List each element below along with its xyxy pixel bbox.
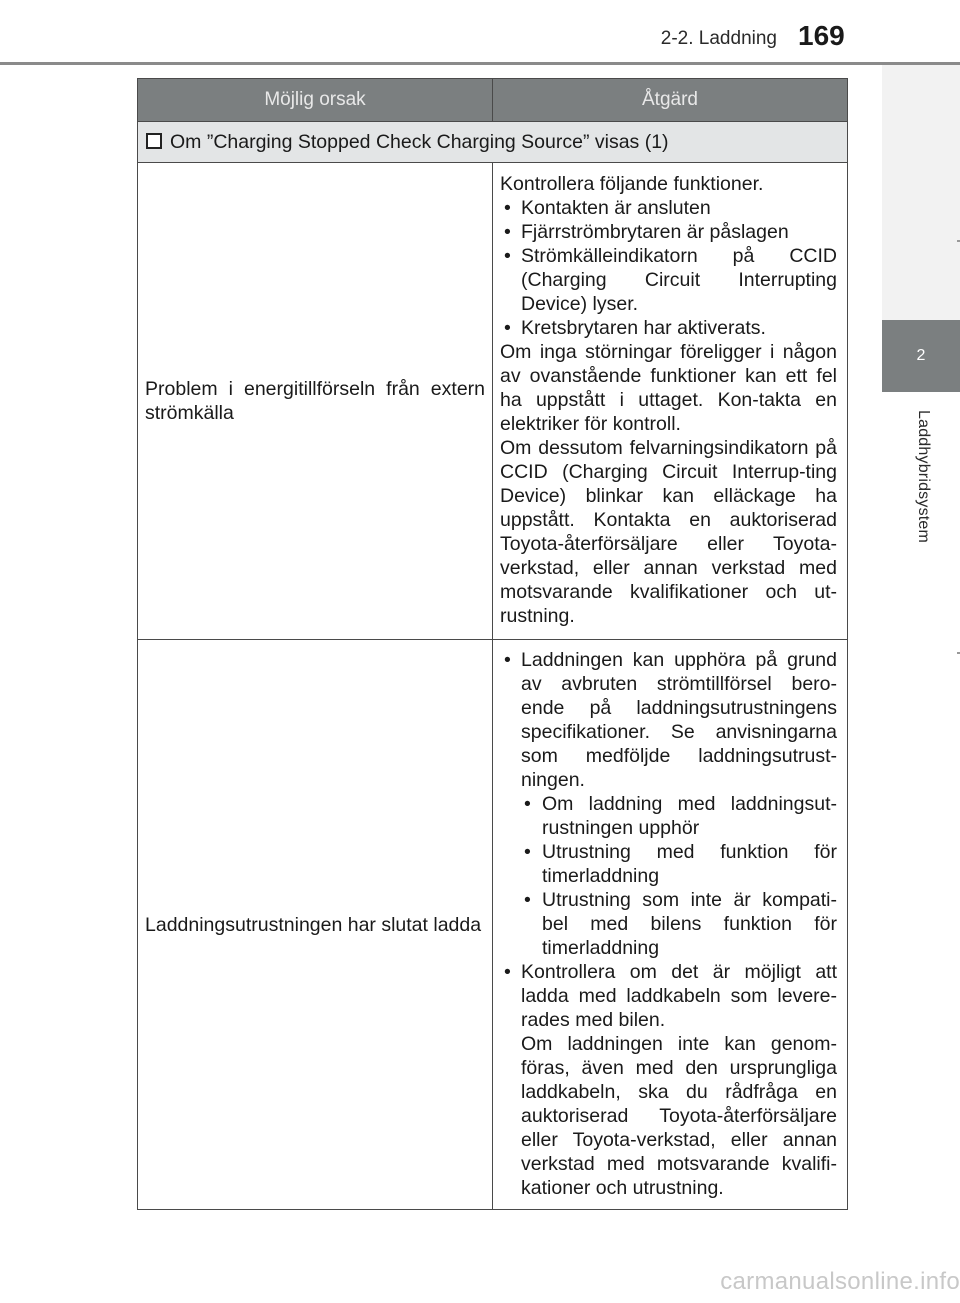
list-item: • Strömkälleindikatorn på CCID (Charging Circuit Interrupting Device) lyser. [500,244,837,316]
sub-list-item: • Om laddning med laddningsut-rustningen upphör [500,792,837,840]
section-heading-text: Om ”Charging Stopped Check Charging Source” visas (1) [170,131,669,153]
page-number: 169 [798,20,845,51]
section-title: 2-2. Laddning [660,28,777,49]
list-item: • Kontakten är ansluten [500,196,837,220]
action-intro: Kontrollera följande funktioner. [500,173,764,195]
table-header-row [138,79,848,122]
cause-cell: Problem i energitillförseln från extern strömkälla [138,163,493,640]
section-heading [138,122,848,163]
column-header-action: Åtgärd [493,79,848,122]
sub-list-item: • Utrustning med funktion för timerladdning [500,840,837,888]
header-divider [0,62,960,65]
chapter-number: 2 [916,347,926,364]
list-item: • Fjärrströmbrytaren är påslagen [500,220,837,244]
watermark: carmanualsonline.info [720,1268,960,1295]
action-paragraph: Om dessutom felvarningsindikatorn på CCID (Charging Circuit Interrup-ting Device) blinkar kan elläckage ha uppstått. Kontakta en auktoriserad Toyota-återförsäljare eller Toyota-verkstad, eller annan verkstad med motsvarande kvalifikationer och ut-rustning. [500,437,837,627]
chapter-tab [882,320,960,392]
list-item-continuation: Om laddningen inte kan genom-föras, även med den ursprungliga laddkabeln, ska du rådfråga en auktoriserad Toyota-återförsäljare eller Toyota-verkstad, eller annan verkstad med motsvarande kvalifi-kationer och utrustning. [521,1032,837,1199]
section-heading-row [138,122,848,163]
column-header-cause: Möjlig orsak [138,79,493,122]
action-cell [493,640,848,1210]
checkbox-icon [146,133,162,149]
list-item: • Kretsbrytaren har aktiverats. [500,316,837,340]
troubleshooting-table [137,78,848,1210]
action-cell [493,163,848,640]
side-strip [882,65,960,320]
action-paragraph: Om inga störningar föreligger i någon av ovanstående funktioner kan ett fel ha uppstått i uttaget. Kon-takta en elektriker för kontroll. [500,341,837,435]
sub-list-item: • Utrustning som inte är kompati-bel med bilens funktion för timerladdning [500,888,837,960]
table-row [138,163,848,640]
list-item: • Laddningen kan upphöra på grund av avbruten strömtillförsel bero-ende på laddningsutrustningens specifikationer. Se anvisningarna som medföljde laddningsutrust-ningen. [500,648,837,792]
chapter-title: Laddhybridsystem [915,410,932,544]
table-row [138,640,848,1210]
cause-cell: Laddningsutrustningen har slutat ladda [138,640,493,1210]
list-item: • Kontrollera om det är möjligt att ladda med laddkabeln som levere-rades med bilen. [500,960,837,1032]
